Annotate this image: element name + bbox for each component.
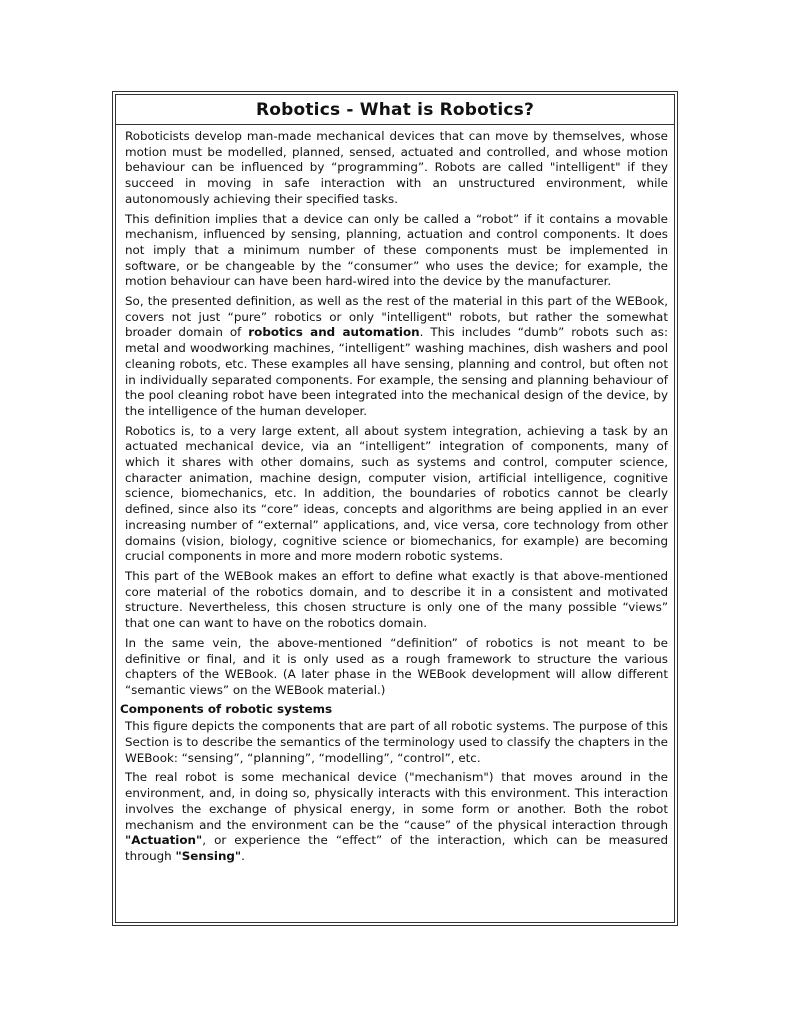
paragraph-scope	[125, 292, 668, 421]
robotics-automation-term: robotics and automation	[248, 325, 420, 340]
paragraph-figure-description: This figure depicts the components that are part of all robotic systems. The purpose of this Section is to describe the semantics of the terminology used to classify the chapters in the WEBook: “sensing”, “planning”, “modelling”, “control”, etc.	[125, 719, 668, 765]
document-inner-frame	[115, 94, 675, 923]
paragraph-definition-implications: This definition implies that a device can only be called a “robot” if it contains a movable mechanism, influenced by sensing, planning, actuation and control components. It does not imply that a minimum number of these components must be implemented in software, or be changeable by the “consumer” who uses the device; for example, the motion behaviour can have been hard-wired into the device by the manufacturer.	[125, 211, 668, 289]
sensing-term: "Sensing"	[175, 848, 242, 863]
paragraph-real-robot-text-c: , or experience the “effect” of the interaction, which can be measured through	[125, 833, 668, 863]
section-heading-components: Components of robotic systems	[120, 701, 333, 716]
actuation-term: "Actuation"	[125, 833, 203, 848]
document-frame	[112, 91, 678, 926]
paragraph-scope-text-a: So, the presented definition, as well as the rest of the material in this part of the WEBook, covers not just “pure” robotics or only "intelligent" robots, but rather the somewhat broader domain of	[125, 294, 668, 340]
paragraph-real-robot-text-e: .	[241, 848, 245, 863]
page-title: Robotics - What is Robotics?	[255, 99, 535, 120]
paragraph-definition: Roboticists develop man-made mechanical devices that can move by themselves, whose motion must be modelled, planned, sensed, actuated and controlled, and whose motion behaviour can be influenced by “programming”. Robots are called "intelligent" if they succeed in moving in safe interaction with an unstructured environment, while autonomously achieving their specified tasks.	[125, 129, 668, 206]
paragraph-system-integration: Robotics is, to a very large extent, all about system integration, achieving a task by an actuated mechanical device, via an “intelligent” integration of components, many of which it shares with other domains, such as systems and control, computer science, character animation, machine design, computer vision, artificial intelligence, cognitive science, biomechanics, etc. In addition, the boundaries of robotics cannot be clearly defined, since also its “core” ideas, concepts and algorithms are being applied in an ever increasing number of “external” applications, and, vice versa, core technology from other domains (vision, biology, cognitive science or biomechanics, for example) are becoming crucial components in more and more modern robotic systems.	[125, 423, 668, 564]
article-body	[116, 127, 674, 922]
title-bar	[116, 95, 674, 125]
paragraph-real-robot	[125, 768, 668, 865]
paragraph-scope-text-c: . This includes “dumb” robots such as: metal and woodworking machines, “intelligent” washing machines, dish washers and pool cleaning robots, etc. These examples all have sensing, planning and control, but often not in individually separated components. For example, the sensing and planning behaviour of the pool cleaning robot have been integrated into the mechanical design of the device, by the intelligence of the human developer.	[125, 325, 668, 418]
paragraph-same-vein: In the same vein, the above-mentioned “definition” of robotics is not meant to be definitive or final, and it is only used as a rough framework to structure the various chapters of the WEBook. (A later phase in the WEBook development will allow different “semantic views” on the WEBook material.)	[125, 635, 668, 697]
paragraph-core-material: This part of the WEBook makes an effort to define what exactly is that above-mentioned core material of the robotics domain, and to describe it in a consistent and motivated structure. Nevertheless, this chosen structure is only one of the many possible “views” that one can want to have on the robotics domain.	[125, 568, 668, 631]
paragraph-real-robot-text-a: The real robot is some mechanical device ("mechanism") that moves around in the environment, and, in doing so, physically interacts with this environment. This interaction involves the exchange of physical energy, in some form or another. Both the robot mechanism and the environment can be the “cause” of the physical interaction through	[125, 770, 668, 832]
